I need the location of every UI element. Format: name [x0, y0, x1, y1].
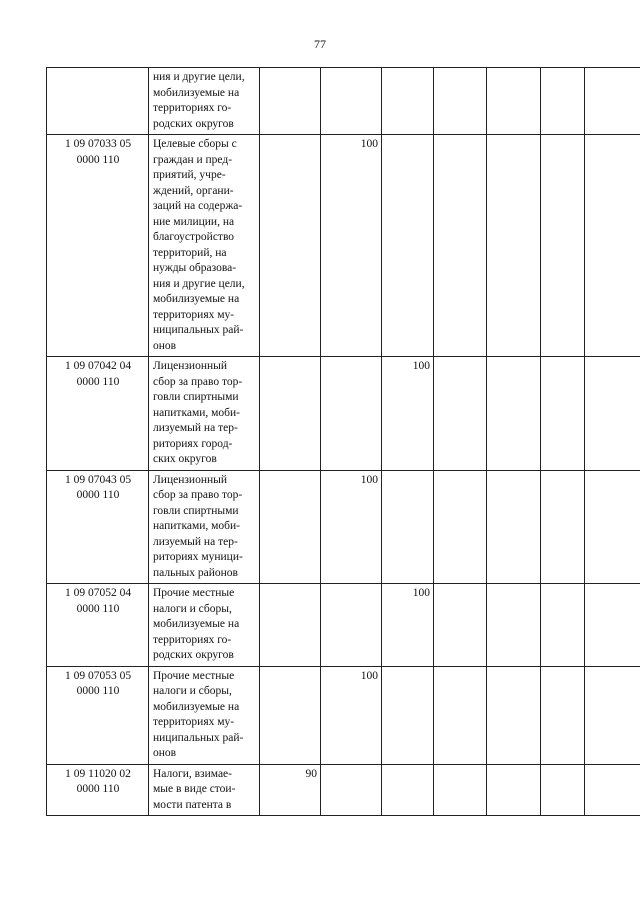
budget-code-line: 0000 110: [76, 685, 120, 697]
revenue-name-line: Лицензионный: [153, 473, 228, 486]
normative-value-cell: [434, 357, 487, 471]
revenue-name-line: Прочие местные: [153, 669, 235, 682]
normative-value-cell: [321, 357, 382, 471]
normative-value-cell: [585, 135, 640, 357]
revenue-name-line: мые в виде стои-: [153, 783, 236, 795]
normative-value-cell: [260, 357, 321, 471]
revenue-name-line: ние милиции, на: [153, 215, 235, 228]
revenue-name-line: территориях го-: [153, 102, 232, 114]
normative-value-cell: 100: [321, 470, 382, 584]
revenue-name-line: мобилизуемые на: [153, 618, 240, 630]
normative-value-cell: [585, 666, 640, 764]
revenue-name-line: напитками, моби-: [153, 406, 241, 419]
normative-value-cell: [541, 584, 585, 667]
normative-value-cell: [260, 666, 321, 764]
normative-value-cell: [487, 666, 541, 764]
normative-value-cell: [434, 135, 487, 357]
normative-value-cell: [382, 68, 434, 135]
normative-value-cell: [434, 68, 487, 135]
revenue-name-line: напитками, моби-: [153, 520, 241, 532]
revenue-name-line: сбор за право тор-: [153, 489, 243, 501]
revenue-classification-table: [46, 67, 640, 816]
budget-code-cell: [47, 135, 149, 357]
budget-code-cell: [47, 68, 149, 135]
revenue-name-line: Целевые сборы с: [153, 138, 237, 150]
revenue-name-line: сбор за право тор-: [153, 375, 243, 388]
normative-value-cell: 90: [260, 764, 321, 816]
revenue-name-line: мости патента в: [153, 798, 232, 811]
normative-value-cell: [434, 584, 487, 667]
normative-value-cell: [434, 470, 487, 584]
revenue-name-cell: [149, 470, 260, 584]
budget-code-line: 0000 110: [76, 783, 120, 795]
revenue-name-line: родских округов: [153, 117, 234, 130]
normative-value-cell: [487, 357, 541, 471]
budget-code-cell: [47, 470, 149, 584]
normative-value-cell: [541, 470, 585, 584]
normative-value-cell: [487, 135, 541, 357]
normative-value-cell: [434, 666, 487, 764]
normative-value-cell: [487, 764, 541, 816]
budget-code-line: 1 09 07042 04: [64, 360, 132, 372]
revenue-name-line: лизуемый на тер-: [153, 422, 238, 434]
budget-code-line: 1 09 07043 05: [64, 473, 132, 486]
normative-value-cell: [585, 764, 640, 816]
table-row: [47, 135, 640, 357]
revenue-name-line: благоустройство: [153, 231, 235, 243]
budget-code-line: 1 09 11020 02: [65, 767, 131, 780]
normative-value-cell: [260, 584, 321, 667]
revenue-name-line: налоги и сборы,: [153, 602, 232, 615]
normative-value-cell: [260, 68, 321, 135]
normative-value-cell: 100: [382, 357, 434, 471]
revenue-name-line: говли спиртными: [153, 504, 239, 517]
normative-value-cell: [585, 68, 640, 135]
table-row: [47, 68, 640, 135]
budget-code-cell: [47, 764, 149, 816]
revenue-name-line: ниципальных рай-: [153, 731, 244, 744]
revenue-name-line: территорий, на: [153, 246, 227, 259]
revenue-name-line: мобилизуемые на: [153, 700, 240, 713]
normative-value-cell: [585, 470, 640, 584]
page-number: 77: [314, 37, 326, 51]
budget-code-line: 0000 110: [76, 602, 120, 615]
revenue-name-line: налоги и сборы,: [153, 685, 232, 697]
normative-value-cell: [321, 764, 382, 816]
normative-value-cell: [434, 764, 487, 816]
revenue-name-line: Прочие местные: [153, 587, 235, 599]
budget-code-line: 0000 110: [76, 489, 120, 501]
normative-value-cell: [260, 470, 321, 584]
revenue-name-cell: [149, 357, 260, 471]
budget-code-line: 1 09 07053 05: [64, 669, 132, 682]
revenue-name-cell: [149, 135, 260, 357]
revenue-name-line: риториях муници-: [153, 551, 243, 563]
normative-value-cell: [382, 764, 434, 816]
revenue-name-line: говли спиртными: [153, 391, 239, 403]
budget-code-line: 1 09 07033 05: [64, 138, 132, 150]
table-row: [47, 666, 640, 764]
normative-value-cell: [382, 666, 434, 764]
normative-value-cell: [382, 135, 434, 357]
normative-value-cell: [541, 764, 585, 816]
table-row: [47, 470, 640, 584]
table-row: [47, 584, 640, 667]
revenue-name-cell: [149, 68, 260, 135]
revenue-name-cell: [149, 666, 260, 764]
revenue-name-line: мобилизуемые на: [153, 86, 240, 99]
normative-value-cell: [585, 357, 640, 471]
normative-value-cell: 100: [382, 584, 434, 667]
normative-value-cell: [541, 357, 585, 471]
normative-value-cell: [487, 584, 541, 667]
revenue-name-cell: [149, 584, 260, 667]
revenue-name-line: онов: [153, 339, 177, 352]
revenue-name-line: приятий, учре-: [153, 169, 226, 181]
normative-value-cell: [541, 135, 585, 357]
revenue-name-line: ждений, органи-: [153, 184, 234, 197]
revenue-name-cell: [149, 764, 260, 816]
table-body: [47, 68, 640, 816]
normative-value-cell: [541, 666, 585, 764]
revenue-name-line: территориях му-: [153, 716, 235, 728]
revenue-name-line: ниципальных рай-: [153, 324, 244, 336]
revenue-name-line: Лицензионный: [153, 360, 228, 372]
normative-value-cell: [487, 470, 541, 584]
revenue-name-line: территориях му-: [153, 308, 235, 321]
revenue-name-line: заций на содержа-: [153, 200, 243, 212]
revenue-name-line: пальных районов: [153, 566, 238, 579]
revenue-name-line: Налоги, взимае-: [153, 767, 232, 780]
table-row: [47, 764, 640, 816]
normative-value-cell: 100: [321, 135, 382, 357]
revenue-name-line: риториях город-: [153, 437, 233, 450]
revenue-name-line: родских округов: [153, 649, 234, 661]
normative-value-cell: [585, 584, 640, 667]
budget-code-cell: [47, 666, 149, 764]
budget-code-line: 0000 110: [76, 153, 120, 166]
budget-code-line: 0000 110: [76, 375, 120, 388]
revenue-name-line: мобилизуемые на: [153, 293, 240, 305]
revenue-name-line: ния и другие цели,: [153, 277, 245, 290]
budget-code-cell: [47, 357, 149, 471]
revenue-name-line: ских округов: [153, 453, 217, 465]
normative-value-cell: [321, 584, 382, 667]
normative-value-cell: [260, 135, 321, 357]
normative-value-cell: 100: [321, 666, 382, 764]
normative-value-cell: [321, 68, 382, 135]
table-row: [47, 357, 640, 471]
revenue-name-line: нужды образова-: [153, 262, 237, 274]
normative-value-cell: [382, 470, 434, 584]
revenue-name-line: онов: [153, 747, 177, 759]
revenue-name-line: территориях го-: [153, 633, 232, 646]
revenue-name-line: граждан и пред-: [153, 153, 233, 166]
budget-code-cell: [47, 584, 149, 667]
revenue-name-line: ния и другие цели,: [153, 71, 245, 83]
revenue-name-line: лизуемый на тер-: [153, 535, 238, 548]
budget-code-line: 1 09 07052 04: [64, 587, 132, 599]
normative-value-cell: [487, 68, 541, 135]
normative-value-cell: [541, 68, 585, 135]
